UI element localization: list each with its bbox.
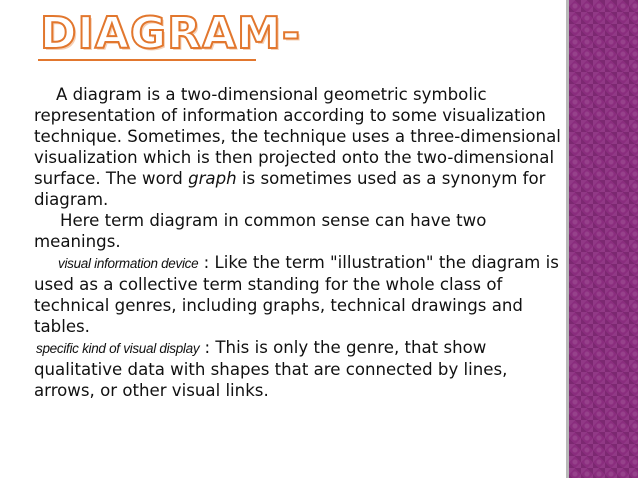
- paragraph-meaning-one: [34, 252, 562, 337]
- paragraph-definition: [34, 84, 562, 210]
- slide-body: [34, 84, 562, 401]
- slide-title: DIAGRAM-: [40, 8, 302, 59]
- meaning-two-text: : This is only the genre, that show qualitative data with shapes that are connected by lines, arrows, or other visual links.: [34, 338, 508, 400]
- meaning-one-text: : Like the term "illustration" the diagram is used as a collective term standing for the whole class of technical genres, including graphs, technical drawings and tables.: [34, 253, 559, 336]
- paragraph-meanings: Here term diagram in common sense can have two meanings.: [34, 211, 487, 251]
- paragraph-meaning-two: [34, 337, 562, 401]
- decorative-side-band: [569, 0, 638, 478]
- title-underline: [38, 59, 256, 61]
- paragraph-definition-text-end: is sometimes used as a synonym for diagram.: [34, 169, 546, 209]
- term-specific-kind-of-visual-display: specific kind of visual display: [36, 341, 200, 356]
- term-visual-information-device: visual information device: [58, 256, 199, 271]
- emphasized-word-graph: graph: [188, 169, 237, 188]
- paragraph-definition-text-start: A diagram is a two-dimensional geometric symbolic representation of information according to some visualization technique. Sometimes, the technique uses a three-dimensional visualization which is then projected onto the two-dimensional surface. The word: [34, 85, 561, 188]
